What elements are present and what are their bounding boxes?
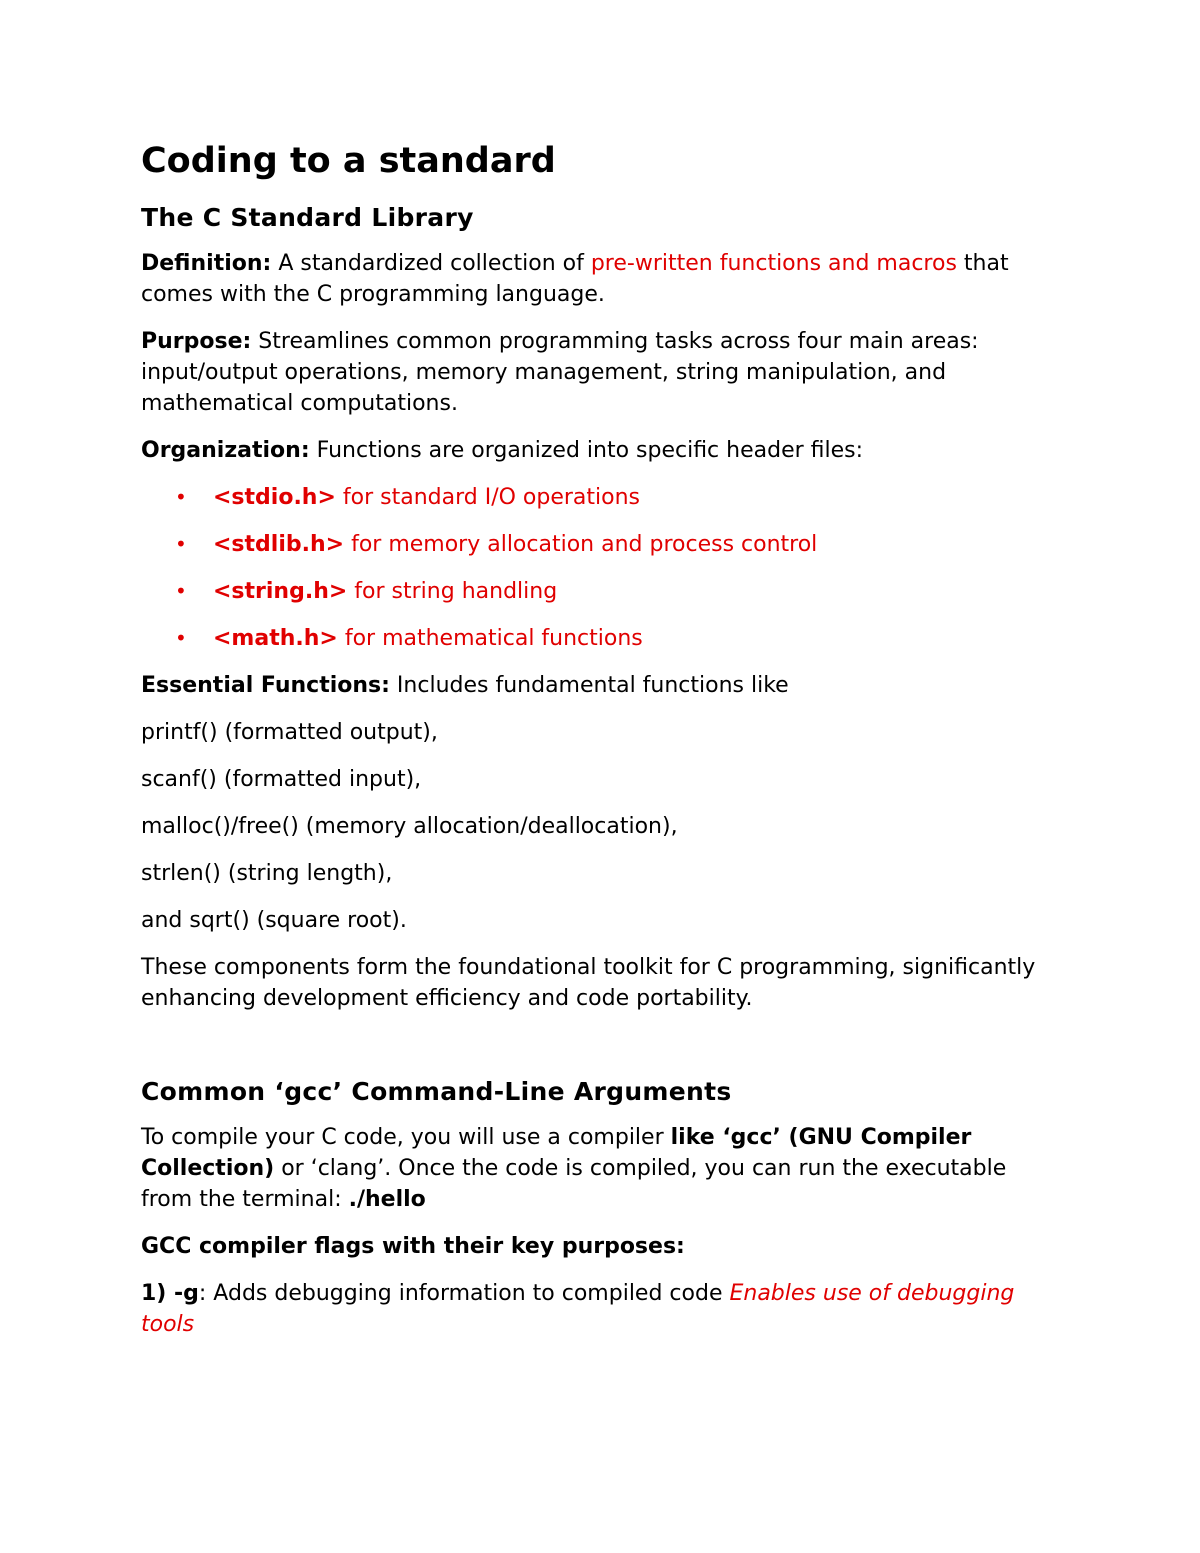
- flag-desc: : Adds debugging information to compiled code: [198, 1281, 730, 1306]
- header-file-name: <math.h>: [213, 626, 338, 651]
- function-item-sqrt: and sqrt() (square root).: [141, 908, 407, 933]
- page-title: Coding to a standard: [141, 141, 556, 181]
- header-file-name: <stdlib.h>: [213, 532, 345, 557]
- gcc-intro-mid: or ‘clang’. Once the code is compiled, you can run the executable from the terminal:: [141, 1156, 1007, 1212]
- flag-note: Enables use of debugging tools: [141, 1281, 1015, 1337]
- header-file-desc: for string handling: [347, 579, 558, 604]
- header-files-list: [141, 482, 1061, 654]
- list-item: [141, 529, 1061, 560]
- organization-text: Functions are organized into specific header files:: [309, 438, 864, 463]
- definition-text-pre: A standardized collection of: [271, 251, 591, 276]
- bullet-icon: •: [175, 579, 187, 603]
- essential-functions-paragraph: [141, 670, 1061, 701]
- bullet-icon: •: [175, 485, 187, 509]
- function-item-printf: printf() (formatted output),: [141, 720, 438, 745]
- run-command: ./hello: [348, 1187, 426, 1212]
- organization-paragraph: [141, 435, 1061, 466]
- header-file-desc: for memory allocation and process control: [344, 532, 818, 557]
- gcc-intro-bold: like ‘gcc’ (GNU Compiler Collection): [141, 1125, 972, 1181]
- section-spacer: [141, 1030, 1061, 1076]
- flag-label: 1) -g: [141, 1281, 199, 1306]
- bullet-icon: •: [175, 626, 187, 650]
- list-item: [141, 623, 1061, 654]
- header-file-desc: for mathematical functions: [337, 626, 643, 651]
- essential-functions-text: Includes fundamental functions like: [389, 673, 789, 698]
- definition-label: Definition:: [141, 251, 272, 276]
- header-file-name: <string.h>: [213, 579, 348, 604]
- section-heading-gcc-arguments: Common ‘gcc’ Command-Line Arguments: [141, 1077, 732, 1106]
- essential-functions-label: Essential Functions:: [141, 673, 390, 698]
- flags-heading-text: GCC compiler flags with their key purposes:: [141, 1234, 685, 1259]
- header-file-desc: for standard I/O operations: [335, 485, 641, 510]
- definition-highlight: pre-written functions and macros: [590, 251, 957, 276]
- definition-paragraph: [141, 248, 1061, 310]
- summary-paragraph: These components form the foundational toolkit for C programming, significantly enhancing development efficiency and code portability.: [141, 955, 1036, 1011]
- gcc-intro-pre: To compile your C code, you will use a compiler: [141, 1125, 671, 1150]
- header-file-name: <stdio.h>: [213, 485, 336, 510]
- function-item-strlen: strlen() (string length),: [141, 861, 393, 886]
- organization-label: Organization:: [141, 438, 310, 463]
- purpose-text: Streamlines common programming tasks across four main areas: input/output operations, memory management, string manipulation, and mathematical computations.: [141, 329, 979, 416]
- definition-text-post: that comes with the C programming language.: [141, 251, 1009, 307]
- list-item: [141, 482, 1061, 513]
- section-heading-c-standard-library: The C Standard Library: [141, 203, 474, 232]
- document-content: [141, 140, 1061, 1356]
- flags-heading: [141, 1231, 1061, 1262]
- list-item: [141, 576, 1061, 607]
- purpose-label: Purpose:: [141, 329, 252, 354]
- purpose-paragraph: [141, 326, 1061, 419]
- function-item-scanf: scanf() (formatted input),: [141, 767, 422, 792]
- flag-item-g: [141, 1278, 1061, 1340]
- gcc-intro-paragraph: [141, 1122, 1061, 1215]
- function-item-malloc-free: malloc()/free() (memory allocation/deallocation),: [141, 814, 678, 839]
- bullet-icon: •: [175, 532, 187, 556]
